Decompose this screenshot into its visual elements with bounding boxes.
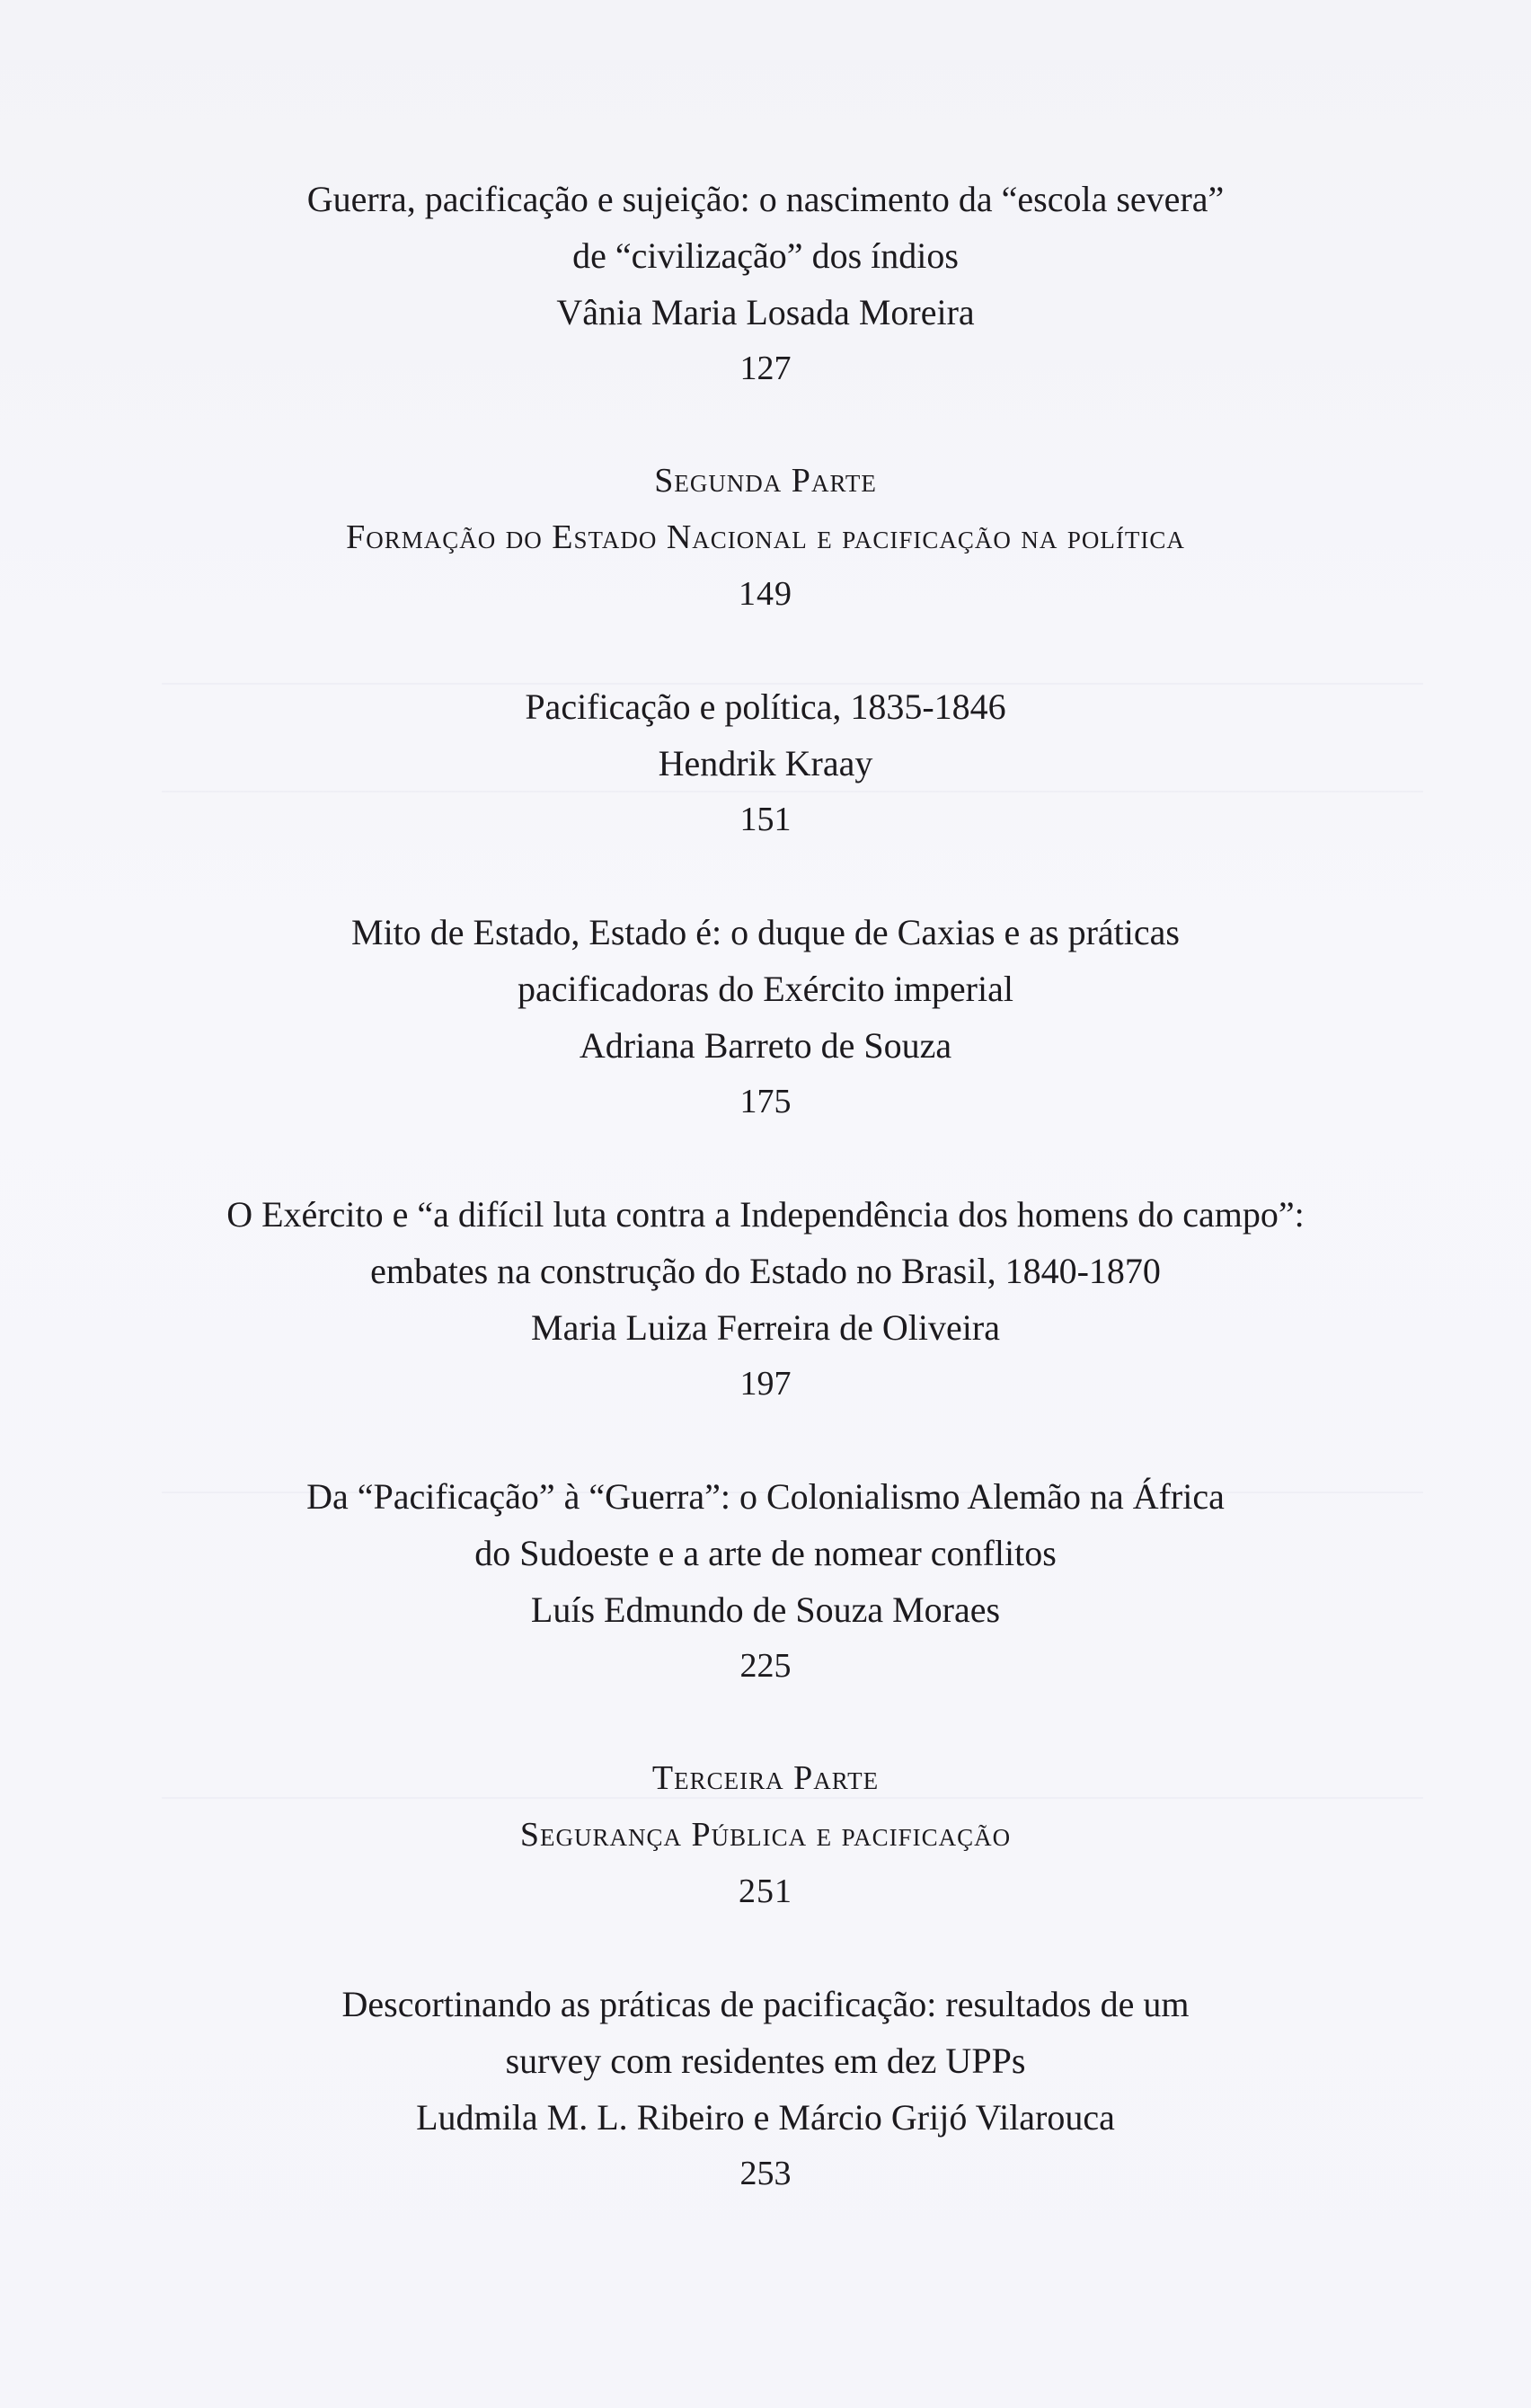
entry-author: Maria Luiza Ferreira de Oliveira [531, 1307, 1000, 1348]
toc-entry-mito [0, 904, 1531, 1130]
entry-author: Vânia Maria Losada Moreira [556, 292, 975, 332]
entry-author: Hendrik Kraay [658, 743, 873, 783]
part-page-number: 251 [739, 1872, 792, 1910]
toc-entry-exercito [0, 1186, 1531, 1412]
part-page-number: 149 [739, 575, 792, 613]
entry-author: Luís Edmundo de Souza Moraes [530, 1589, 1001, 1630]
part-label: Terceira Parte [651, 1759, 880, 1797]
entry-title-line: embates na construção do Estado no Brasil, 1840-1870 [370, 1251, 1161, 1291]
toc-entry-guerra [0, 171, 1531, 397]
entry-title-line: Da “Pacificação” à “Guerra”: o Colonialismo Alemão na África [306, 1476, 1225, 1517]
part-subtitle: Segurança Pública e pacificação [519, 1816, 1012, 1854]
entry-page-number: 175 [739, 1083, 792, 1120]
entry-title-line: pacificadoras do Exército imperial [518, 969, 1013, 1009]
toc-entry-pacificacao [0, 678, 1531, 848]
entry-title-line: Descortinando as práticas de pacificação: resultados de um [341, 1984, 1190, 2024]
entry-page-number: 127 [739, 350, 792, 387]
entry-page-number: 253 [739, 2155, 792, 2192]
entry-title-line: Mito de Estado, Estado é: o duque de Caxias e as práticas [351, 912, 1180, 952]
table-of-contents [0, 171, 1531, 2258]
part-heading-terceira [0, 1750, 1531, 1920]
entry-title-line: survey com residentes em dez UPPs [505, 2041, 1026, 2081]
entry-title-line: Guerra, pacificação e sujeição: o nascimento da “escola severa” [306, 179, 1225, 219]
entry-title-line: do Sudoeste e a arte de nomear conflitos [474, 1533, 1057, 1573]
entry-title-line: O Exército e “a difícil luta contra a Independência dos homens do campo”: [226, 1194, 1305, 1235]
part-label: Segunda Parte [654, 462, 877, 500]
part-heading-segunda [0, 453, 1531, 623]
entry-page-number: 151 [739, 801, 792, 838]
toc-entry-africa [0, 1468, 1531, 1695]
toc-entry-upps [0, 1976, 1531, 2202]
entry-title-line: de “civilização” dos índios [572, 235, 959, 276]
part-subtitle: Formação do Estado Nacional e pacificação na política [346, 518, 1185, 556]
entry-page-number: 197 [739, 1365, 792, 1403]
entry-author: Ludmila M. L. Ribeiro e Márcio Grijó Vilarouca [416, 2097, 1115, 2138]
entry-title-line: Pacificação e política, 1835-1846 [525, 686, 1006, 727]
entry-page-number: 225 [739, 1647, 792, 1685]
entry-author: Adriana Barreto de Souza [579, 1025, 952, 1066]
